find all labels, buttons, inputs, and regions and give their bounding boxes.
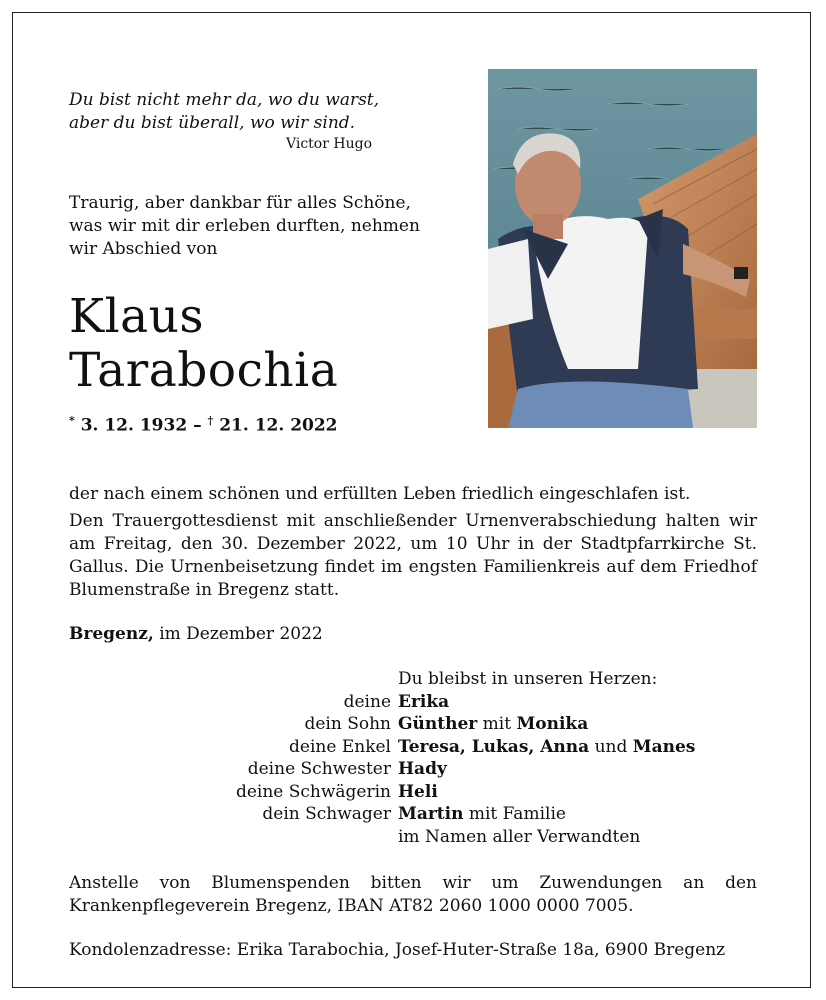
family-row — [69, 826, 757, 849]
death-symbol: † — [207, 414, 214, 427]
intro-line-2: was wir mit dir erleben durften, nehmen — [69, 216, 420, 236]
place: Bregenz, — [69, 624, 154, 644]
family-rest: mit Familie — [468, 804, 566, 824]
family-row — [69, 691, 757, 714]
intro-line-1: Traurig, aber dankbar für alles Schöne, — [69, 193, 411, 213]
family-relation: deine Enkel — [289, 736, 391, 757]
quote-line-1: Du bist nicht mehr da, wo du warst, — [69, 90, 380, 110]
family-connector: und — [594, 736, 628, 757]
family-row — [69, 803, 757, 826]
family-row — [69, 736, 757, 759]
family-row — [69, 713, 757, 736]
family-closing: im Namen aller Verwandten — [398, 826, 641, 847]
family-heading: Du bleibst in unseren Herzen: — [398, 669, 658, 689]
family-relation: deine Schwester — [247, 759, 391, 779]
family-name: Heli — [398, 781, 438, 802]
portrait-photo — [488, 69, 757, 428]
deceased-name — [69, 290, 338, 398]
quote — [69, 89, 379, 135]
intro-line-3: wir Abschied von — [69, 239, 218, 259]
family-relation: dein Sohn — [304, 714, 391, 734]
quote-line-2: aber du bist überall, wo wir sind. — [69, 113, 356, 133]
family-connector: mit — [482, 714, 512, 734]
last-name: Tarabochia — [69, 343, 339, 398]
family-name-2: Manes — [632, 736, 696, 757]
quote-author: Victor Hugo — [286, 136, 372, 152]
first-name: Klaus — [69, 289, 205, 344]
body-paragraph-1: der nach einem schönen und erfüllten Leben friedlich eingeschlafen ist. — [69, 484, 691, 504]
birth-symbol: * — [69, 414, 75, 427]
family-name: Hady — [398, 759, 447, 779]
death-date: 21. 12. 2022 — [219, 415, 338, 436]
place-date — [69, 624, 323, 644]
date: im Dezember 2022 — [159, 624, 323, 644]
family-relation: deine Schwägerin — [235, 781, 391, 802]
date-separator: – — [193, 415, 202, 436]
donations-note: Anstelle von Blumenspenden bitten wir um Zuwendungen an den Krankenpflegeverein Bregenz, IBAN AT82 2060 1000 0000 7005. — [69, 873, 757, 916]
family-name: Martin — [398, 804, 464, 824]
body-text — [69, 483, 757, 602]
birth-date: 3. 12. 1932 — [80, 415, 188, 436]
family-relation: deine — [343, 691, 391, 712]
family-list — [69, 668, 757, 848]
family-relation: dein Schwager — [262, 804, 391, 824]
intro-text — [69, 192, 439, 261]
body-paragraph-2: Den Trauergottesdienst mit anschließender Urnenverabschiedung halten wir am Freitag, den 30. Dezember 2022, um 10 Uhr in der Stadtpfarrkirche St. Gallus. Die Urnenbeisetzung findet im engsten Familienkreis auf dem Friedhof Blumenstraße in Bregenz statt. — [69, 511, 757, 600]
family-row — [69, 758, 757, 781]
family-name: Teresa, Lukas, Anna — [398, 736, 590, 757]
family-name: Erika — [398, 691, 450, 712]
condolence-address: Kondolenzadresse: Erika Tarabochia, Josef-Huter-Straße 18a, 6900 Bregenz — [69, 940, 726, 960]
life-dates — [69, 414, 338, 436]
family-name-2: Monika — [516, 714, 589, 734]
family-row — [69, 781, 757, 804]
family-name: Günther — [398, 714, 478, 734]
